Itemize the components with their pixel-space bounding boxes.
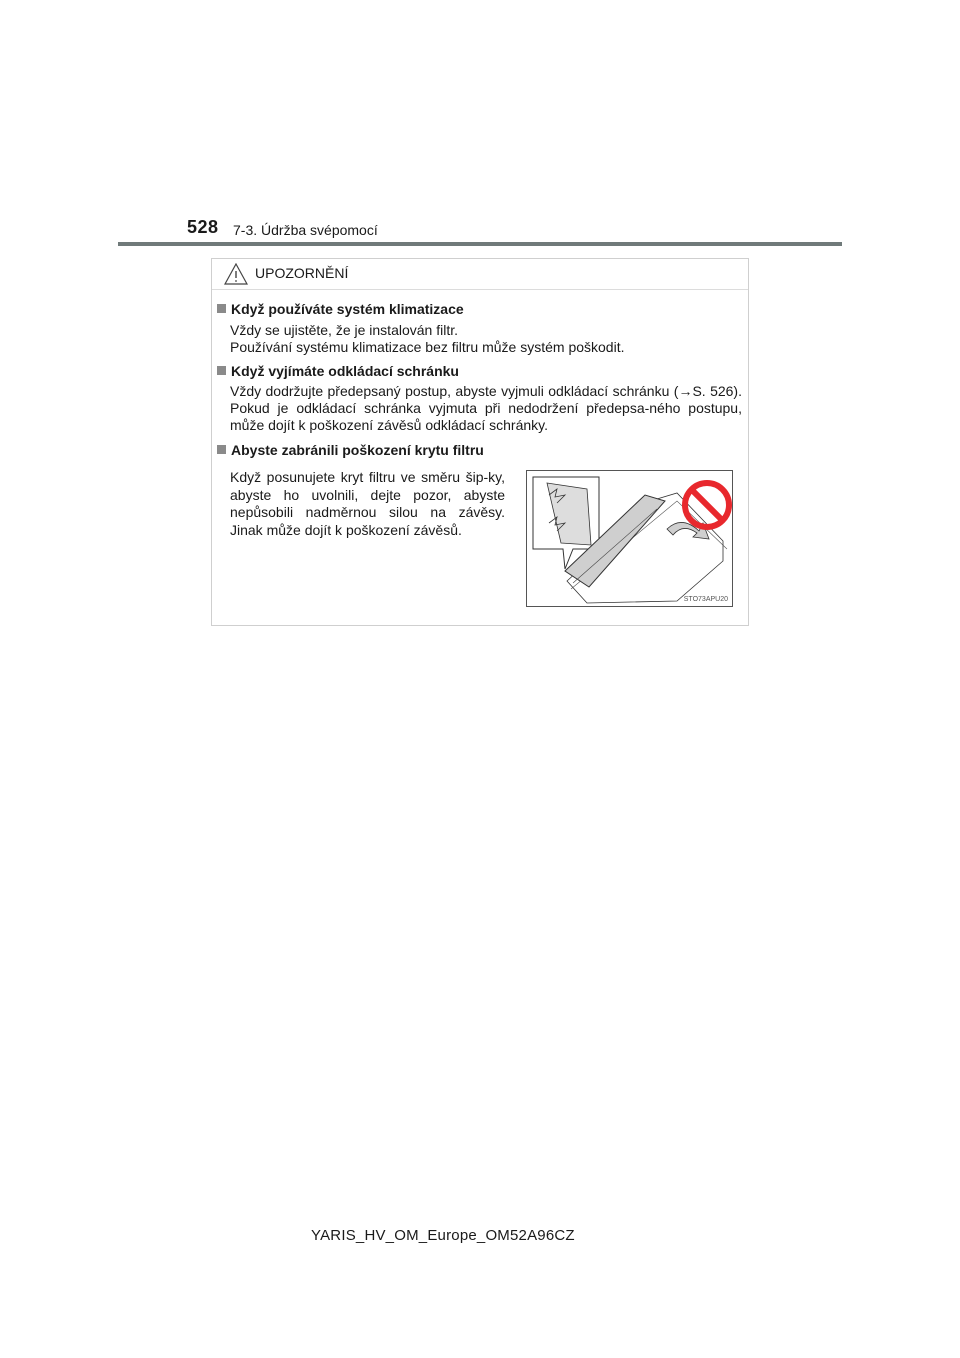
illustration-code: STO73APU20 [683,596,728,603]
square-bullet-icon [217,304,226,313]
caution-box [211,258,749,626]
document-code: YARIS_HV_OM_Europe_OM52A96CZ [311,1227,575,1244]
warning-triangle-icon [224,263,248,285]
caution-header [212,259,748,290]
header-rule [118,242,842,246]
item-heading-filter-cover: Abyste zabránili poškození krytu filtru [217,442,484,458]
section-title: 7-3. Údržba svépomocí [233,222,378,238]
item-body-air-conditioning: Vždy se ujistěte, že je instalován filtr. Používání systému klimatizace bez filtru může systém poškodit. [230,322,625,355]
item-heading-glove-box: Když vyjímáte odkládací schránku [217,363,459,379]
caution-title: UPOZORNĚNÍ [255,265,349,281]
filter-cover-drawing [527,471,732,606]
filter-cover-illustration [526,470,733,607]
item-body-filter-cover: Když posunujete kryt filtru ve směru šip-ky, abyste ho uvolnili, dejte pozor, abyste nepůsobili nadměrnou silou na závěsy. Jinak může dojít k poškození závěsů. [230,469,505,538]
square-bullet-icon [217,445,226,454]
page-number: 528 [187,217,219,237]
item-body-glove-box: Vždy dodržujte předepsaný postup, abyste vyjmuli odkládací schránku (→S. 526). Pokud je odkládací schránka vyjmuta při nedodržení předepsa-ného postupu, může dojít k poškození závěsů odkládací schránky. [230,383,742,433]
square-bullet-icon [217,366,226,375]
item-heading-air-conditioning: Když používáte systém klimatizace [217,301,464,317]
